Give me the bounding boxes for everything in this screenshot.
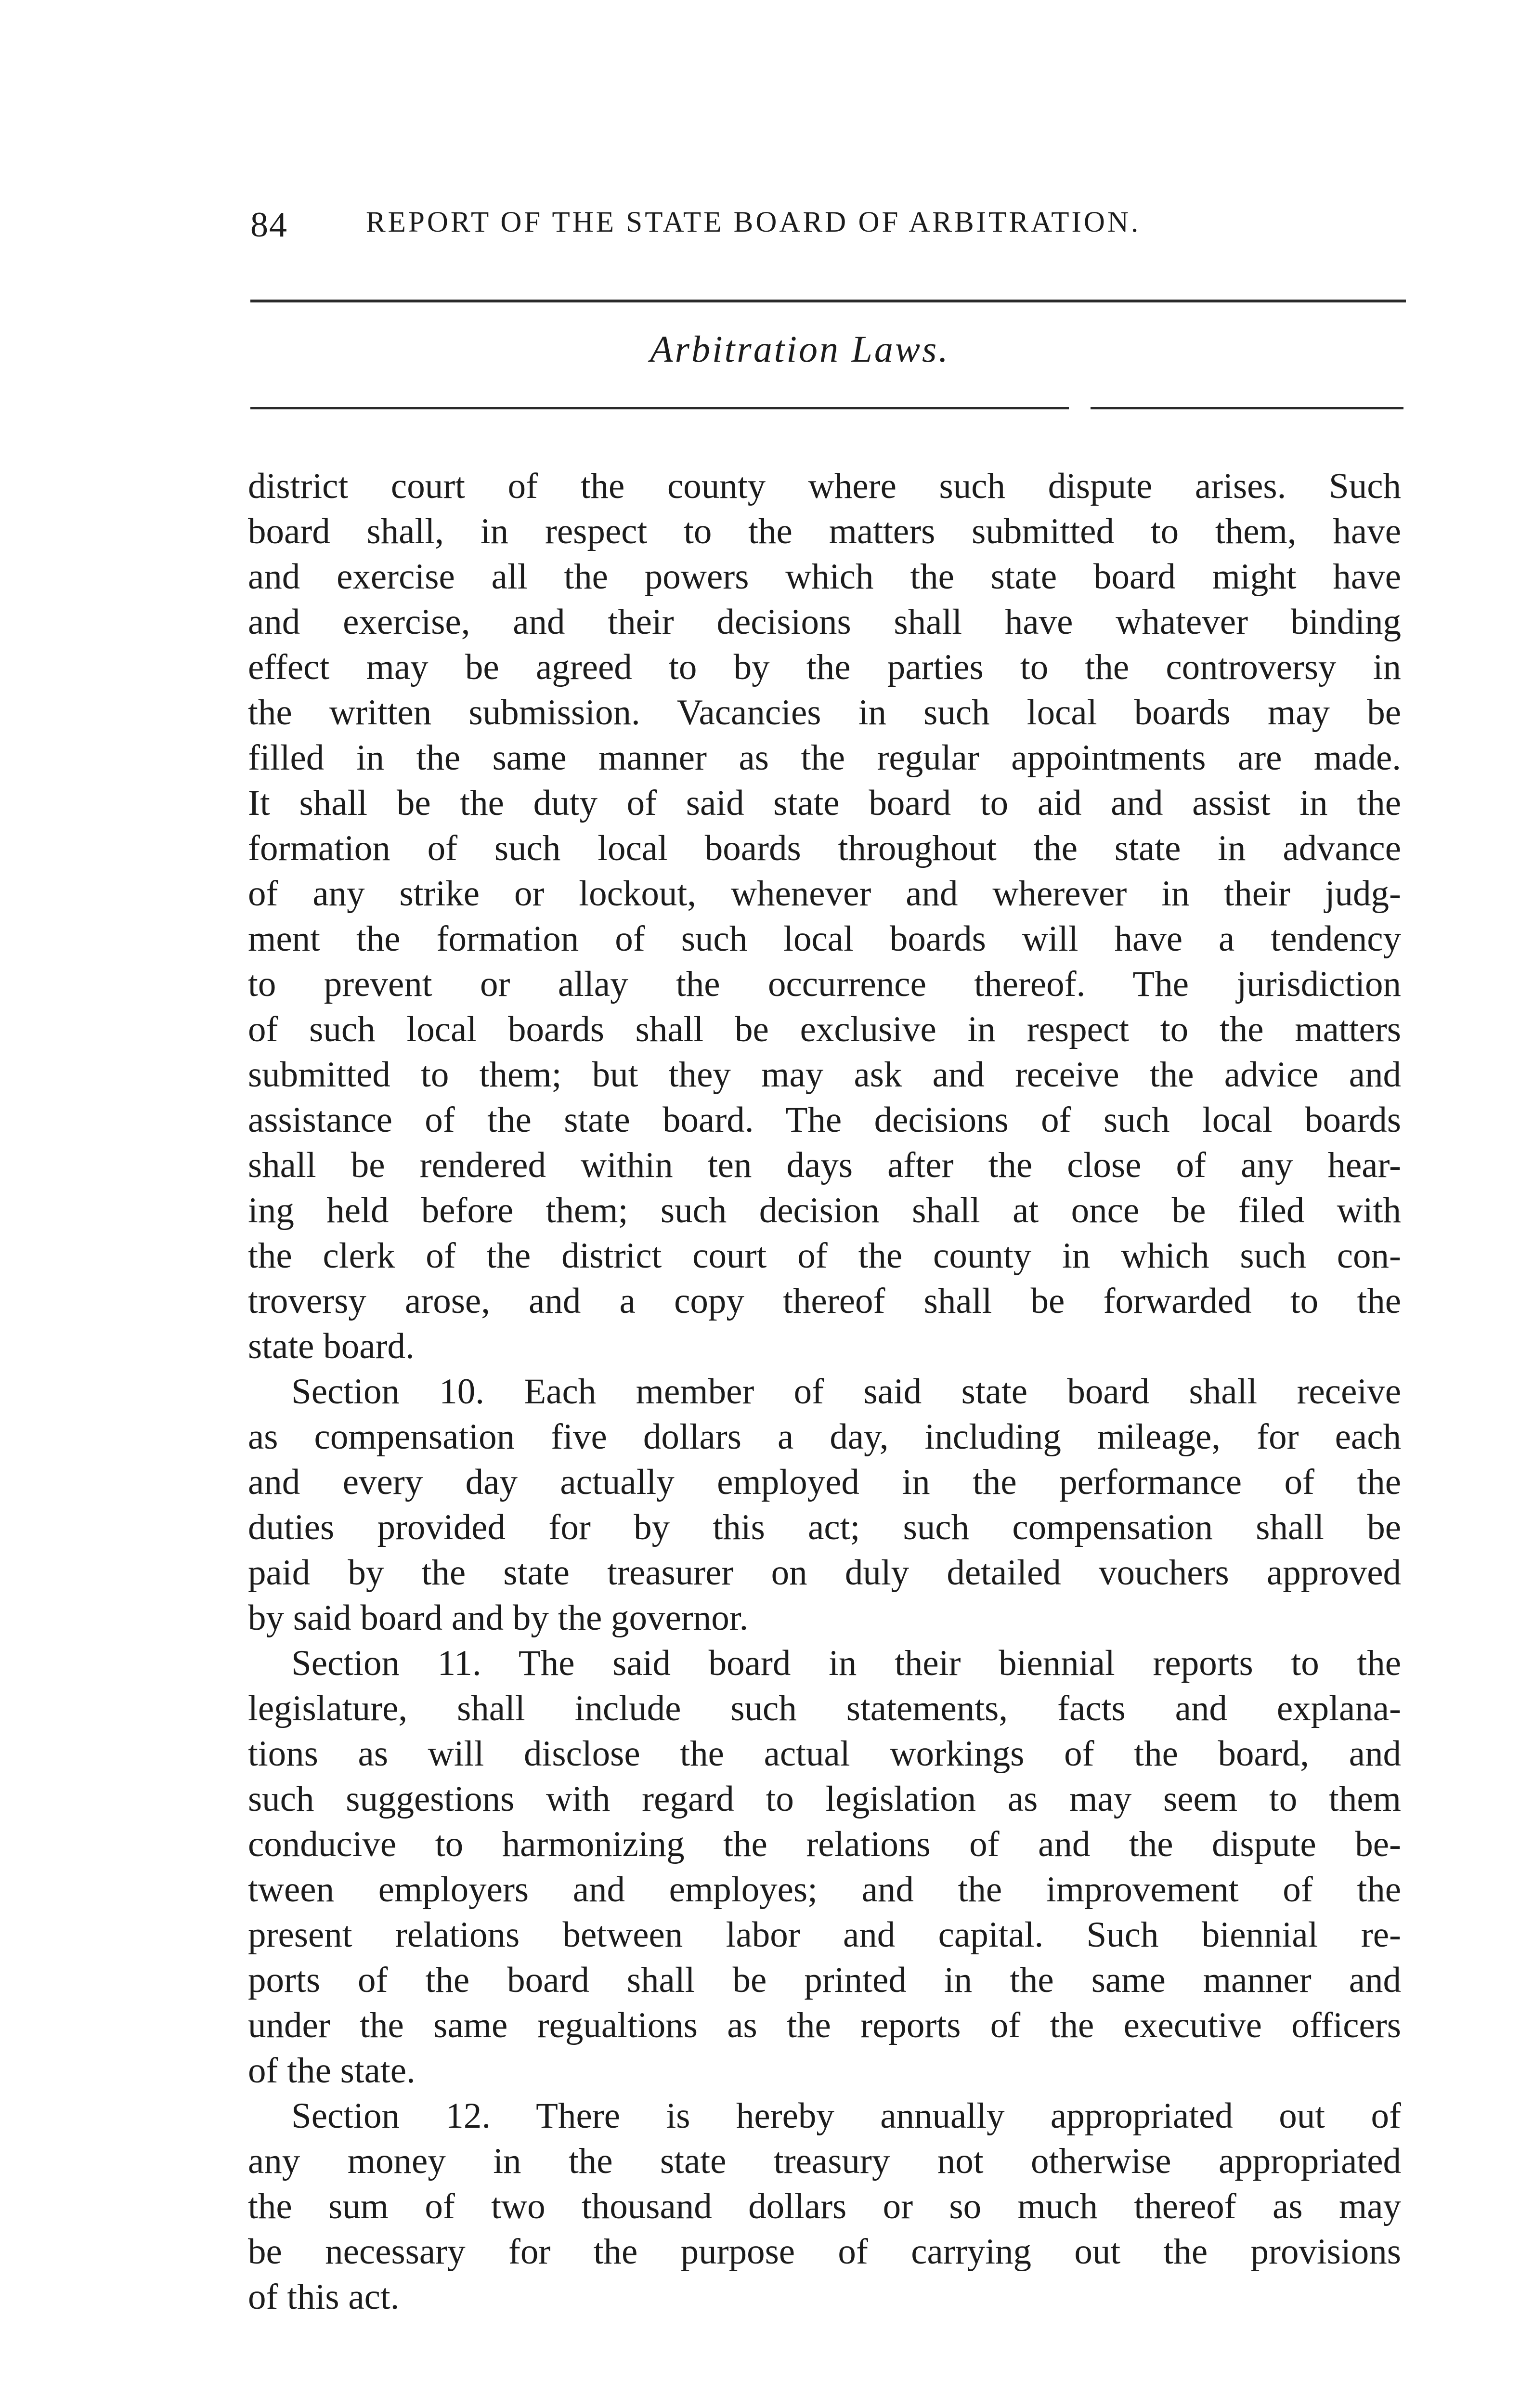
- text-line: under the same regualtions as the reports of the executive officers: [248, 2005, 1401, 2045]
- text-line: state board.: [248, 1326, 415, 1366]
- text-line: such suggestions with regard to legislation as may seem to them: [248, 1779, 1401, 1819]
- text-line: paid by the state treasurer on duly detailed vouchers approved: [248, 1553, 1401, 1593]
- section-10-line: Section 10. Each member of said state board shall receive: [291, 1372, 1401, 1412]
- section-12-line: Section 12. There is hereby annually appropriated out of: [291, 2096, 1401, 2136]
- text-line: by said board and by the governor.: [248, 1598, 749, 1638]
- text-line: legislature, shall include such statements, facts and explana-: [248, 1688, 1401, 1728]
- text-line: filled in the same manner as the regular appointments are made.: [248, 738, 1401, 778]
- text-line: to prevent or allay the occurrence thereof. The jurisdiction: [248, 964, 1401, 1004]
- section-heading: Arbitration Laws.: [650, 328, 950, 370]
- text-line: duties provided for by this act; such compensation shall be: [248, 1507, 1401, 1547]
- section-rule-right: [1091, 407, 1403, 409]
- text-line: tions as will disclose the actual workings of the board, and: [248, 1734, 1401, 1774]
- header-rule: [250, 300, 1406, 302]
- page-number: 84: [250, 205, 288, 245]
- text-line: tween employers and employes; and the improvement of the: [248, 1870, 1401, 1910]
- text-line: any money in the state treasury not otherwise appropriated: [248, 2141, 1401, 2181]
- text-line: of this act.: [248, 2277, 400, 2317]
- text-line: assistance of the state board. The decisions of such local boards: [248, 1100, 1401, 1140]
- text-line: ment the formation of such local boards will have a tendency: [248, 919, 1401, 959]
- text-line: of such local boards shall be exclusive in respect to the matters: [248, 1009, 1401, 1049]
- text-line: troversy arose, and a copy thereof shall be forwarded to the: [248, 1281, 1401, 1321]
- text-line: as compensation five dollars a day, including mileage, for each: [248, 1417, 1401, 1457]
- text-line: submitted to them; but they may ask and receive the advice and: [248, 1055, 1401, 1095]
- text-line: the clerk of the district court of the county in which such con-: [248, 1236, 1401, 1276]
- page-header: [250, 195, 1310, 253]
- section-11-line: Section 11. The said board in their biennial reports to the: [291, 1643, 1401, 1683]
- text-line: district court of the county where such dispute arises. Such: [248, 466, 1401, 506]
- text-line: effect may be agreed to by the parties to the controversy in: [248, 647, 1401, 687]
- text-line: present relations between labor and capital. Such biennial re-: [248, 1915, 1401, 1955]
- body-text: [248, 464, 1401, 2320]
- text-line: shall be rendered within ten days after the close of any hear-: [248, 1145, 1401, 1185]
- text-line: ing held before them; such decision shall at once be filed with: [248, 1191, 1401, 1230]
- text-line: formation of such local boards throughout the state in advance: [248, 828, 1401, 868]
- running-title: REPORT OF THE STATE BOARD OF ARBITRATION.: [366, 206, 1141, 238]
- text-line: It shall be the duty of said state board to aid and assist in the: [248, 783, 1401, 823]
- text-line: and exercise, and their decisions shall have whatever binding: [248, 602, 1401, 642]
- text-line: be necessary for the purpose of carrying out the provisions: [248, 2232, 1401, 2272]
- text-line: board shall, in respect to the matters submitted to them, have: [248, 511, 1401, 551]
- text-line: the written submission. Vacancies in such local boards may be: [248, 693, 1401, 733]
- section-rule-left: [250, 407, 1069, 409]
- text-line: ports of the board shall be printed in the same manner and: [248, 1960, 1401, 2000]
- text-line: of the state.: [248, 2051, 416, 2091]
- text-line: and every day actually employed in the performance of the: [248, 1462, 1401, 1502]
- text-line: and exercise all the powers which the state board might have: [248, 557, 1401, 597]
- text-line: the sum of two thousand dollars or so much thereof as may: [248, 2186, 1401, 2226]
- text-line: conducive to harmonizing the relations of and the dispute be-: [248, 1824, 1401, 1864]
- text-line: of any strike or lockout, whenever and wherever in their judg-: [248, 874, 1401, 914]
